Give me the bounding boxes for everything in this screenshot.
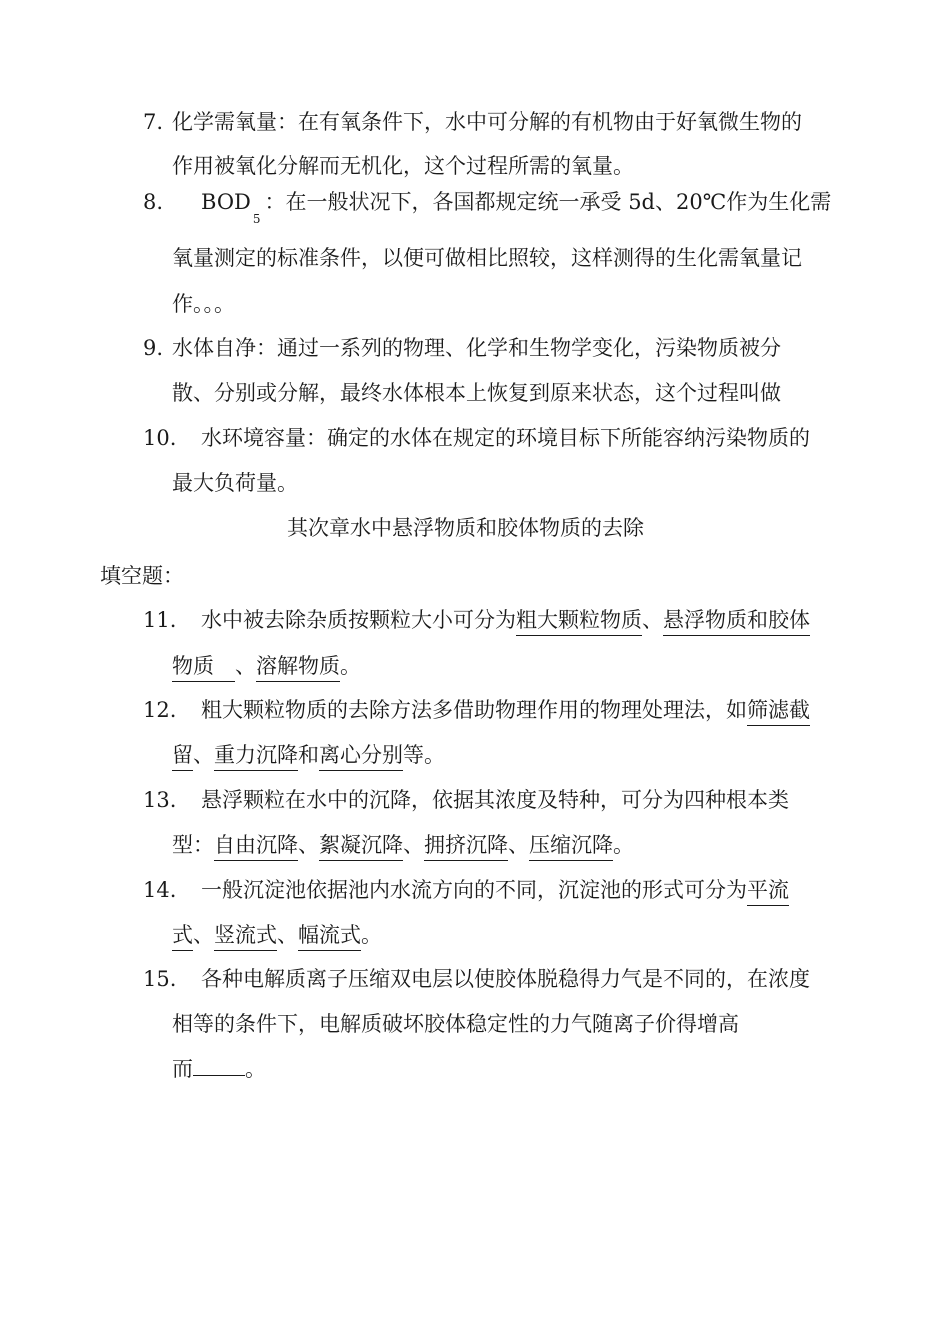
q13-text-2: 型： — [172, 833, 214, 857]
q12-text: 粗大颗粒物质的去除方法多借助物理作用的物理处理法，如 — [201, 698, 747, 722]
q12-answer-3: 离心分别 — [319, 743, 403, 771]
item-9-number: 9. — [143, 336, 164, 360]
q11-line-2 — [172, 652, 361, 680]
q13-answer-3: 拥挤沉降 — [424, 833, 508, 861]
q11-sep-1: 、 — [642, 608, 663, 632]
q13-line-1: 悬浮颗粒在水中的沉降，依据其浓度及特种，可分为四种根本类 — [201, 788, 789, 812]
q11-answer-3: 溶解物质 — [256, 654, 340, 682]
q14-line-2 — [172, 921, 382, 949]
q12-line-1 — [201, 696, 810, 724]
q14-answer-3: 幅流式 — [298, 923, 361, 951]
q13-number: 13. — [143, 788, 177, 812]
item-8-number: 8. — [143, 190, 164, 214]
chapter-title: 其次章水中悬浮物质和胶体物质的去除 — [287, 516, 644, 540]
q12-line-2 — [172, 741, 445, 769]
item-7-line-1: 化学需氧量：在有氧条件下，水中可分解的有机物由于好氧微生物的 — [172, 110, 802, 134]
q13-sep-2: 、 — [403, 833, 424, 857]
q12-end: 等。 — [403, 743, 445, 767]
item-8-line-1-rest: ：在一般状况下，各国都规定统一承受 5d、20℃作为生化需 — [264, 190, 832, 214]
q11-number: 11. — [143, 608, 177, 632]
q12-answer-2: 重力沉降 — [214, 743, 298, 771]
q14-line-1 — [201, 876, 789, 904]
item-8-line-3: 作。。。 — [172, 292, 235, 316]
q11-answer-2a: 悬浮物质和胶体 — [663, 608, 810, 636]
item-7-line-2: 作用被氧化分解而无机化，这个过程所需的氧量。 — [172, 154, 634, 178]
q15-line-2: 相等的条件下，电解质破坏胶体稳定性的力气随离子价得增高 — [172, 1012, 739, 1036]
q13-answer-4: 压缩沉降 — [529, 833, 613, 861]
q13-sep-1: 、 — [298, 833, 319, 857]
q15-number: 15. — [143, 967, 177, 991]
q13-answer-2: 絮凝沉降 — [319, 833, 403, 861]
q14-answer-1a: 平流 — [747, 878, 789, 906]
q11-end: 。 — [340, 654, 361, 678]
q11-text: 水中被去除杂质按颗粒大小可分为 — [201, 608, 516, 632]
q13-sep-3: 、 — [508, 833, 529, 857]
q15-answer-blank — [193, 1057, 245, 1076]
q11-line-1 — [201, 606, 810, 634]
item-9-line-1: 水体自净：通过一系列的物理、化学和生物学变化，污染物质被分 — [172, 336, 781, 360]
q12-answer-1b: 留 — [172, 743, 193, 771]
q14-text: 一般沉淀池依据池内水流方向的不同，沉淀池的形式可分为 — [201, 878, 747, 902]
q14-sep-1: 、 — [193, 923, 214, 947]
item-9-line-2: 散、分别或分解，最终水体根本上恢复到原来状态，这个过程叫做 — [172, 381, 781, 405]
bod-term: BOD — [201, 190, 251, 214]
item-8-line-2: 氧量测定的标准条件，以便可做相比照较，这样测得的生化需氧量记 — [172, 246, 802, 270]
item-10-line-2: 最大负荷量。 — [172, 471, 298, 495]
q13-line-2 — [172, 831, 634, 859]
q14-answer-1b: 式 — [172, 923, 193, 951]
q14-end: 。 — [361, 923, 382, 947]
q15-end: 。 — [245, 1057, 266, 1081]
q14-number: 14. — [143, 878, 177, 902]
q12-sep-1: 、 — [193, 743, 214, 767]
bod-subscript: 5 — [252, 212, 261, 226]
q15-line-3 — [172, 1055, 266, 1083]
q12-answer-1a: 筛滤截 — [747, 698, 810, 726]
q15-text-3: 而 — [172, 1057, 193, 1081]
item-8-line-1 — [201, 188, 832, 226]
q12-number: 12. — [143, 698, 177, 722]
q12-sep-2: 和 — [298, 743, 319, 767]
item-7-number: 7. — [143, 110, 164, 134]
q14-answer-2: 竖流式 — [214, 923, 277, 951]
q14-sep-2: 、 — [277, 923, 298, 947]
q13-end: 。 — [613, 833, 634, 857]
q11-sep-2: 、 — [235, 654, 256, 678]
item-10-line-1: 水环境容量：确定的水体在规定的环境目标下所能容纳污染物质的 — [201, 426, 810, 450]
q11-answer-1: 粗大颗粒物质 — [516, 608, 642, 636]
section-label: 填空题： — [100, 564, 184, 588]
q13-answer-1: 自由沉降 — [214, 833, 298, 861]
q15-line-1: 各种电解质离子压缩双电层以使胶体脱稳得力气是不同的，在浓度 — [201, 967, 810, 991]
q11-answer-2b: 物质 — [172, 654, 235, 682]
item-10-number: 10. — [143, 426, 177, 450]
